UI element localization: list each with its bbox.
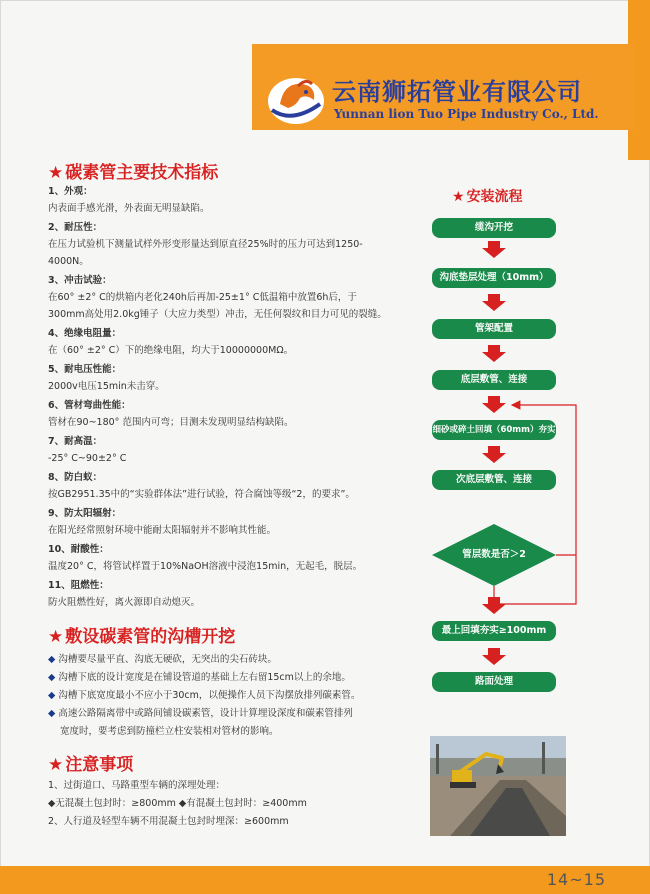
down-arrow-icon	[482, 294, 506, 311]
trench-bullet-text: 高速公路隔离带中或路间铺设碳素管，设计计算埋设深度和碳素管排列	[58, 708, 353, 719]
spec-heading: 10、耐酸性：	[48, 544, 109, 555]
section-title-text: 注意事项	[65, 755, 134, 775]
spec-line: 温度20° C，将管试样置于10%NaOH溶液中浸泡15min，无起毛，脱层。	[48, 561, 363, 572]
page-number: 14~15	[546, 870, 606, 889]
down-arrow-icon	[482, 396, 506, 413]
flow-step-top-backfill: 最上回填夯实≥100mm	[432, 621, 556, 641]
trench-bullet-text: 沟槽下底宽度最小不应小于30cm，以便操作人员下沟摆放排列碳素管。	[58, 690, 361, 701]
spec-line: 按GB2951.35中的“实验群体法”进行试验，符合腐蚀等级“2，的要求”。	[48, 489, 355, 500]
spec-line: -25° C~90±2° C	[48, 453, 127, 464]
spec-heading: 8、防白蚁：	[48, 472, 103, 483]
down-arrow-icon	[482, 241, 506, 258]
spec-heading: 4、绝缘电阻量：	[48, 328, 122, 339]
trench-bullet-continuation: 宽度时，要考虑到防撞栏立柱安装相对管材的影响。	[60, 726, 279, 737]
flow-step-trench-dig: 缆沟开挖	[432, 218, 556, 238]
flow-step-bottom-layer: 底层敷管、连接	[432, 370, 556, 390]
company-name-en: Yunnan lion Tuo Pipe Industry Co., Ltd.	[334, 107, 599, 121]
spec-heading: 1、外观：	[48, 186, 93, 197]
spec-heading: 2、耐压性：	[48, 222, 103, 233]
spec-line: 管材在90~180° 范围内可弯；目测未发现明显结构缺陷。	[48, 417, 294, 428]
spec-line: 300mm高处用2.0kg锤子（大应力类型）冲击，无任何裂纹和目力可见的裂缝。	[48, 309, 387, 320]
spec-heading: 3、冲击试验：	[48, 275, 112, 286]
spec-line: 在压力试验机下测量试样外形变形量达到原直径25%时的压力可达到1250-	[48, 239, 363, 250]
spec-line: 在阳光经常照射环境中能耐太阳辐射并不影响其性能。	[48, 525, 277, 536]
down-arrow-icon	[482, 446, 506, 463]
flow-step-road-surface: 路面处理	[432, 672, 556, 692]
spec-heading: 7、耐高温：	[48, 436, 103, 447]
spec-heading: 5、耐电压性能：	[48, 364, 122, 375]
spec-line: 4000N。	[48, 256, 89, 267]
star-icon: ★	[48, 755, 64, 775]
flow-title-text: 安装流程	[466, 189, 523, 205]
diamond-bullet-icon: ◆	[48, 672, 56, 683]
flow-decision-label: 管层数是否＞2	[462, 549, 526, 560]
spec-line: 2000v电压15min未击穿。	[48, 381, 165, 392]
down-arrow-icon	[482, 345, 506, 362]
spec-heading: 9、防太阳辐射：	[48, 508, 122, 519]
spec-heading: 11、阻燃性：	[48, 580, 109, 591]
note-line: 1、过街道口、马路重型车辆的深埋处理：	[48, 780, 226, 791]
diamond-bullet-icon: ◆	[48, 690, 56, 701]
star-icon: ★	[452, 189, 465, 205]
flow-step-pipe-rack: 管架配置	[432, 319, 556, 339]
diamond-bullet-icon: ◆	[48, 654, 56, 665]
flow-step-bedding: 沟底垫层处理（10mm）	[432, 268, 556, 288]
star-icon: ★	[48, 163, 64, 183]
trench-bullet-text: 沟槽下底的设计宽度是在铺设管道的基础上左右留15cm以上的余地。	[58, 672, 351, 683]
spec-line: 内表面手感光滑，外表面无明显缺陷。	[48, 203, 210, 214]
trench-bullet-text: 沟槽要尽量平直、沟底无硬砍，无突出的尖石砖块。	[58, 654, 277, 665]
star-icon: ★	[48, 627, 64, 647]
spec-line: 在（60° ±2° C）下的绝缘电阻，均大于10000000MΩ。	[48, 345, 294, 356]
flow-step-backfill: 细砂或碎土回填（60mm）夯实	[432, 420, 556, 440]
spec-line: 在60° ±2° C的烘箱内老化240h后再加-25±1° C低温箱中放置6h后，于	[48, 292, 357, 303]
note-line: ◆无混凝土包封时：≥800mm ◆有混凝土包封时：≥400mm	[48, 798, 307, 809]
spec-line: 防火阻燃性好，离火源即自动熄灭。	[48, 597, 201, 608]
spec-heading: 6、管材弯曲性能：	[48, 400, 131, 411]
flow-step-second-layer: 次底层敷管、连接	[432, 470, 556, 490]
excavator-photo	[430, 736, 566, 836]
note-line: 2、人行道及轻型车辆不用混凝土包封时埋深：≥600mm	[48, 816, 289, 827]
diamond-bullet-icon: ◆	[48, 708, 56, 719]
section-title-text: 碳素管主要技术指标	[65, 163, 219, 183]
down-arrow-icon	[482, 648, 506, 665]
section-title-text: 敷设碳素管的沟槽开挖	[65, 627, 236, 647]
company-name-cn: 云南狮拓管业有限公司	[332, 78, 582, 106]
